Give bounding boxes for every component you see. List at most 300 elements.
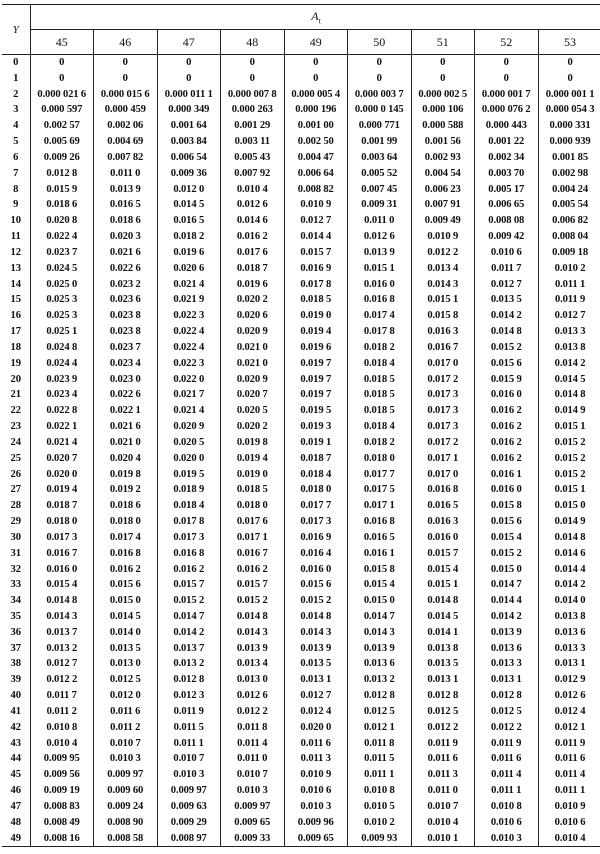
table-cell: 0.010 6 (284, 783, 348, 799)
table-cell: 0.020 5 (157, 435, 221, 451)
row-y-value: 33 (2, 577, 30, 593)
table-cell: 0.016 8 (94, 546, 158, 562)
row-y-value: 11 (2, 229, 30, 245)
table-cell: 0.015 2 (284, 593, 348, 609)
table-cell: 0.016 0 (348, 277, 412, 293)
table-cell: 0.017 7 (284, 498, 348, 514)
table-cell: 0.024 8 (46, 341, 78, 353)
table-cell: 0.010 3 (157, 767, 221, 783)
table-cell: 0.017 3 (411, 387, 475, 403)
table-cell: 0.005 54 (538, 197, 600, 213)
row-y-value: 28 (2, 498, 30, 514)
table-cell: 0.011 9 (475, 736, 539, 752)
table-cell: 0.010 3 (475, 831, 539, 847)
table-cell: 0.007 45 (348, 182, 412, 198)
table-cell: 0.000 054 3 (538, 102, 600, 118)
row-y-value: 21 (2, 387, 30, 403)
table-cell: 0.010 6 (538, 815, 600, 831)
table-row (2, 261, 600, 277)
table-cell: 0.000 459 (94, 102, 158, 118)
table-cell: 0.012 2 (411, 245, 475, 261)
table-cell: 0.018 4 (284, 467, 348, 483)
table-cell: 0.008 04 (538, 229, 600, 245)
table-cell: 0.021 6 (94, 419, 158, 435)
table-cell: 0.013 1 (475, 672, 539, 688)
table-cell: 0.010 9 (284, 197, 348, 213)
table-cell: 0.009 42 (475, 229, 539, 245)
table-cell: 0.009 19 (43, 785, 80, 797)
table-cell: 0.023 4 (94, 356, 158, 372)
table-cell: 0.014 5 (94, 609, 158, 625)
table-row (2, 277, 600, 293)
table-cell: 0.002 34 (475, 150, 539, 166)
table-cell: 0.012 6 (538, 688, 600, 704)
table-cell: 0.017 3 (46, 531, 78, 543)
table-cell: 0.022 6 (94, 387, 158, 403)
table-cell: 0.013 9 (221, 641, 285, 657)
table-cell: 0.002 57 (43, 120, 80, 132)
table-cell: 0.014 9 (538, 403, 600, 419)
table-cell: 0.001 22 (475, 134, 539, 150)
table-row (2, 783, 600, 799)
table-cell: 0.021 6 (94, 245, 158, 261)
table-cell: 0.020 0 (157, 451, 221, 467)
table-cell: 0.011 0 (221, 751, 285, 767)
row-y-value: 38 (2, 656, 30, 672)
table-cell: 0.022 1 (94, 403, 158, 419)
table-cell: 0.014 2 (475, 609, 539, 625)
table-row (2, 71, 600, 87)
table-cell: 0.011 9 (538, 292, 600, 308)
table-cell: 0.011 9 (411, 736, 475, 752)
table-cell: 0.016 8 (348, 514, 412, 530)
table-cell: 0.016 7 (411, 340, 475, 356)
table-cell: 0.010 5 (348, 799, 412, 815)
table-cell: 0.002 50 (284, 134, 348, 150)
table-cell: 0.009 65 (284, 831, 348, 847)
table-cell: 0.014 6 (538, 546, 600, 562)
table-cell: 0.013 8 (411, 641, 475, 657)
table-cell: 0.009 65 (221, 815, 285, 831)
column-header: 45 (30, 30, 94, 55)
table-cell: 0.001 99 (348, 134, 412, 150)
table-cell: 0.016 5 (411, 498, 475, 514)
table-cell: 0.021 0 (221, 356, 285, 372)
row-y-value: 44 (2, 751, 30, 767)
table-cell: 0.009 49 (411, 213, 475, 229)
table-cell: 0.013 0 (94, 656, 158, 672)
table-cell: 0.019 6 (284, 340, 348, 356)
table-cell: 0.019 4 (284, 324, 348, 340)
table-cell: 0.013 5 (284, 656, 348, 672)
table-cell: 0.018 5 (348, 403, 412, 419)
table-cell: 0.018 6 (94, 213, 158, 229)
row-y-value: 36 (2, 625, 30, 641)
table-cell: 0.023 0 (94, 372, 158, 388)
y-header: Y (2, 5, 30, 55)
table-cell: 0.000 015 6 (94, 87, 158, 103)
table-cell: 0.019 8 (94, 467, 158, 483)
table-cell: 0.022 4 (46, 231, 78, 243)
table-cell: 0.019 8 (221, 435, 285, 451)
table-cell: 0.015 2 (475, 340, 539, 356)
row-y-value: 15 (2, 292, 30, 308)
row-y-value: 3 (2, 102, 30, 118)
table-cell: 0.015 0 (475, 562, 539, 578)
table-cell: 0.018 4 (157, 498, 221, 514)
table-cell: 0.015 9 (475, 372, 539, 388)
table-cell: 0 (157, 55, 221, 71)
table-cell: 0.013 5 (411, 656, 475, 672)
table-cell: 0.012 1 (348, 720, 412, 736)
table-cell: 0.010 7 (94, 736, 158, 752)
table-cell: 0.011 7 (475, 261, 539, 277)
table-row (2, 482, 600, 498)
table-cell: 0.014 3 (411, 277, 475, 293)
row-y-value: 43 (2, 736, 30, 752)
row-y-value: 27 (2, 482, 30, 498)
table-cell: 0.008 90 (94, 815, 158, 831)
table-cell: 0.012 6 (221, 197, 285, 213)
table-cell: 0 (284, 71, 348, 87)
row-y-value: 29 (2, 514, 30, 530)
table-cell: 0.000 003 7 (348, 87, 412, 103)
row-y-value: 14 (2, 277, 30, 293)
table-cell: 0 (411, 55, 475, 71)
table-cell: 0.018 7 (46, 500, 78, 512)
table-cell: 0.009 96 (284, 815, 348, 831)
table-cell: 0.015 7 (284, 245, 348, 261)
table-cell: 0.010 1 (411, 831, 475, 847)
table-cell: 0.020 2 (221, 419, 285, 435)
table-cell: 0.011 5 (348, 751, 412, 767)
header-row-top (2, 5, 600, 30)
table-cell: 0.002 93 (411, 150, 475, 166)
table-cell: 0.014 4 (284, 229, 348, 245)
table-cell: 0.014 3 (46, 610, 78, 622)
row-y-value: 12 (2, 245, 30, 261)
table-cell: 0.014 8 (411, 593, 475, 609)
table-cell: 0.009 18 (538, 245, 600, 261)
table-cell: 0.013 1 (538, 656, 600, 672)
table-cell: 0.023 9 (46, 373, 78, 385)
table-cell: 0.012 6 (348, 229, 412, 245)
table-cell: 0.012 2 (221, 704, 285, 720)
table-cell: 0.017 2 (411, 435, 475, 451)
table-cell: 0.012 2 (475, 720, 539, 736)
table-row (2, 340, 600, 356)
table-cell: 0.022 0 (157, 372, 221, 388)
header-row-columns (2, 30, 600, 55)
table-cell: 0.018 2 (348, 340, 412, 356)
table-cell: 0.013 9 (348, 641, 412, 657)
table-row (2, 767, 600, 783)
table-cell: 0.019 7 (284, 356, 348, 372)
table-cell: 0.017 0 (411, 356, 475, 372)
table-cell: 0.009 97 (157, 783, 221, 799)
table-cell: 0.017 8 (157, 514, 221, 530)
table-row (2, 150, 600, 166)
table-cell: 0.003 64 (348, 150, 412, 166)
table-cell: 0.001 56 (411, 134, 475, 150)
table-cell: 0.011 8 (221, 720, 285, 736)
table-cell: 0.018 9 (157, 482, 221, 498)
table-cell: 0.023 7 (46, 246, 78, 258)
table-cell: 0.018 0 (284, 482, 348, 498)
table-cell: 0.016 4 (284, 546, 348, 562)
table-cell: 0.011 1 (538, 277, 600, 293)
table-cell: 0 (284, 55, 348, 71)
table-cell: 0.012 2 (46, 674, 78, 686)
table-cell: 0.011 6 (475, 751, 539, 767)
table-row (2, 451, 600, 467)
table-cell: 0.015 1 (411, 292, 475, 308)
table-row (2, 308, 600, 324)
table-cell: 0.012 7 (46, 658, 78, 670)
table-cell: 0.013 6 (475, 641, 539, 657)
table-cell: 0.015 9 (46, 183, 78, 195)
table-cell: 0.009 63 (157, 799, 221, 815)
row-y-value: 35 (2, 609, 30, 625)
row-y-value: 16 (2, 308, 30, 324)
table-cell: 0.012 2 (411, 720, 475, 736)
table-cell: 0.016 8 (348, 292, 412, 308)
row-y-value: 39 (2, 672, 30, 688)
table-cell: 0.009 26 (43, 151, 80, 163)
table-cell: 0.016 3 (411, 514, 475, 530)
table-cell: 0.018 5 (221, 482, 285, 498)
table-cell: 0.025 0 (46, 278, 78, 290)
column-header: 53 (538, 30, 600, 55)
table-cell: 0.014 7 (348, 609, 412, 625)
table-row (2, 403, 600, 419)
table-cell: 0.020 5 (221, 403, 285, 419)
row-y-value: 20 (2, 372, 30, 388)
table-cell: 0.021 4 (157, 403, 221, 419)
table-cell: 0.007 92 (221, 166, 285, 182)
table-cell: 0.012 7 (284, 688, 348, 704)
table-cell: 0.009 33 (221, 831, 285, 847)
table-cell: 0.023 8 (94, 308, 158, 324)
table-cell: 0.017 7 (348, 467, 412, 483)
table-cell: 0.001 64 (157, 118, 221, 134)
row-y-value: 13 (2, 261, 30, 277)
row-y-value: 41 (2, 704, 30, 720)
table-cell: 0.011 1 (348, 767, 412, 783)
table-cell: 0.020 0 (46, 468, 78, 480)
table-cell: 0.010 3 (221, 783, 285, 799)
table-cell: 0.007 91 (411, 197, 475, 213)
table-cell: 0.024 5 (46, 262, 78, 274)
table-cell: 0.021 0 (94, 435, 158, 451)
table-cell: 0.015 7 (411, 546, 475, 562)
table-cell: 0.018 0 (46, 516, 78, 528)
table-cell: 0.013 1 (411, 672, 475, 688)
table-cell: 0.002 06 (94, 118, 158, 134)
table-row (2, 102, 600, 118)
table-cell: 0.017 0 (411, 467, 475, 483)
table-cell: 0.014 2 (538, 577, 600, 593)
table-cell: 0.011 9 (157, 704, 221, 720)
table-cell: 0.010 7 (221, 767, 285, 783)
table-cell: 0.000 011 1 (157, 87, 221, 103)
table-row (2, 751, 600, 767)
table-row (2, 166, 600, 182)
row-y-value: 7 (2, 166, 30, 182)
table-cell: 0.000 001 1 (538, 87, 600, 103)
table-row (2, 435, 600, 451)
table-row (2, 55, 600, 71)
table-row (2, 831, 600, 847)
table-cell: 0.015 1 (348, 261, 412, 277)
table-cell: 0.006 65 (475, 197, 539, 213)
table-cell: 0.011 0 (411, 783, 475, 799)
table-cell: 0.018 6 (94, 498, 158, 514)
table-row (2, 656, 600, 672)
table-cell: 0.013 9 (348, 245, 412, 261)
table-cell: 0.023 7 (94, 340, 158, 356)
table-row (2, 530, 600, 546)
table-cell: 0.000 331 (538, 118, 600, 134)
table-cell: 0.011 3 (411, 767, 475, 783)
table-cell: 0.022 8 (46, 405, 78, 417)
row-y-value: 34 (2, 593, 30, 609)
table-cell: 0.010 9 (284, 767, 348, 783)
table-cell: 0.011 4 (538, 767, 600, 783)
table-cell: 0.018 0 (94, 514, 158, 530)
table-cell: 0.010 3 (94, 751, 158, 767)
table-cell: 0.009 31 (348, 197, 412, 213)
table-cell: 0.000 771 (348, 118, 412, 134)
row-y-value: 6 (2, 150, 30, 166)
table-cell: 0.001 29 (221, 118, 285, 134)
column-header: 47 (157, 30, 221, 55)
column-header: 48 (221, 30, 285, 55)
table-cell: 0.011 9 (538, 736, 600, 752)
table-cell: 0.017 1 (348, 498, 412, 514)
table-cell: 0.010 8 (348, 783, 412, 799)
table-cell: 0.012 0 (94, 688, 158, 704)
table-cell: 0.019 7 (284, 387, 348, 403)
table-cell: 0.012 0 (157, 182, 221, 198)
table-cell: 0.018 4 (348, 419, 412, 435)
table-cell: 0.009 24 (94, 799, 158, 815)
table-row (2, 514, 600, 530)
table-cell: 0.015 6 (475, 514, 539, 530)
table-cell: 0.022 4 (157, 324, 221, 340)
table-cell: 0.017 2 (411, 372, 475, 388)
data-table (2, 4, 600, 847)
table-cell: 0.013 2 (46, 642, 78, 654)
table-cell: 0.012 5 (348, 704, 412, 720)
a-header-label: A (311, 8, 319, 23)
table-cell: 0.018 6 (46, 199, 78, 211)
table-row (2, 245, 600, 261)
table-cell: 0.008 16 (30, 831, 94, 847)
table-cell: 0.014 2 (538, 356, 600, 372)
table-cell: 0.019 4 (46, 484, 78, 496)
column-header: 46 (94, 30, 158, 55)
table-cell: 0.000 002 5 (411, 87, 475, 103)
table-row (2, 720, 600, 736)
table-cell: 0.013 5 (475, 292, 539, 308)
table-cell: 0.009 93 (348, 831, 412, 847)
table-cell: 0.011 6 (538, 751, 600, 767)
table-cell: 0.010 8 (475, 799, 539, 815)
table-row (2, 736, 600, 752)
row-y-value: 45 (2, 767, 30, 783)
table-cell: 0.011 1 (538, 783, 600, 799)
table-cell: 0.017 3 (411, 403, 475, 419)
table-cell: 0.023 6 (94, 292, 158, 308)
table-cell: 0.000 588 (411, 118, 475, 134)
table-cell: 0.005 43 (221, 150, 285, 166)
table-cell: 0.020 7 (221, 387, 285, 403)
table-cell: 0.020 9 (221, 324, 285, 340)
a-header (30, 5, 600, 30)
table-cell: 0.021 0 (221, 340, 285, 356)
row-y-value: 22 (2, 403, 30, 419)
row-y-value: 4 (2, 118, 30, 134)
table-cell: 0.016 1 (475, 467, 539, 483)
row-y-value: 32 (2, 562, 30, 578)
table-cell: 0 (94, 71, 158, 87)
table-cell: 0.020 0 (284, 720, 348, 736)
table-cell: 0.020 7 (46, 452, 78, 464)
table-cell: 0.017 8 (284, 277, 348, 293)
table-cell: 0.016 5 (94, 197, 158, 213)
row-y-value: 37 (2, 641, 30, 657)
table-cell: 0.015 1 (411, 577, 475, 593)
table-cell: 0.018 2 (157, 229, 221, 245)
row-y-value: 9 (2, 197, 30, 213)
table-cell: 0.011 2 (94, 720, 158, 736)
table-cell: 0.006 54 (157, 150, 221, 166)
table-cell: 0.011 6 (284, 736, 348, 752)
table-cell: 0.012 8 (157, 672, 221, 688)
table-cell: 0.011 7 (46, 690, 77, 702)
table-cell: 0.016 5 (348, 530, 412, 546)
table-cell: 0.012 4 (538, 704, 600, 720)
table-cell: 0.019 6 (157, 245, 221, 261)
table-cell: 0.014 8 (221, 609, 285, 625)
table-cell: 0.017 3 (157, 530, 221, 546)
table-cell: 0.001 85 (538, 150, 600, 166)
table-cell: 0.020 4 (94, 451, 158, 467)
table-cell: 0.020 9 (221, 372, 285, 388)
table-cell: 0.017 1 (411, 451, 475, 467)
table-row (2, 672, 600, 688)
table-cell: 0.017 8 (348, 324, 412, 340)
table-cell: 0.012 5 (94, 672, 158, 688)
table-cell: 0.015 4 (348, 577, 412, 593)
table-cell: 0.012 4 (284, 704, 348, 720)
row-y-value: 24 (2, 435, 30, 451)
table-row (2, 815, 600, 831)
table-cell: 0.015 1 (538, 482, 600, 498)
row-y-value: 40 (2, 688, 30, 704)
table-cell: 0.019 4 (221, 451, 285, 467)
table-cell: 0.012 7 (284, 213, 348, 229)
table-cell: 0.011 4 (475, 767, 539, 783)
table-cell: 0.003 11 (221, 134, 285, 150)
table-cell: 0.015 6 (284, 577, 348, 593)
table-cell: 0.013 9 (94, 182, 158, 198)
table-row (2, 498, 600, 514)
table-cell: 0.018 5 (348, 387, 412, 403)
table-cell: 0.015 1 (538, 419, 600, 435)
table-cell: 0.000 106 (411, 102, 475, 118)
